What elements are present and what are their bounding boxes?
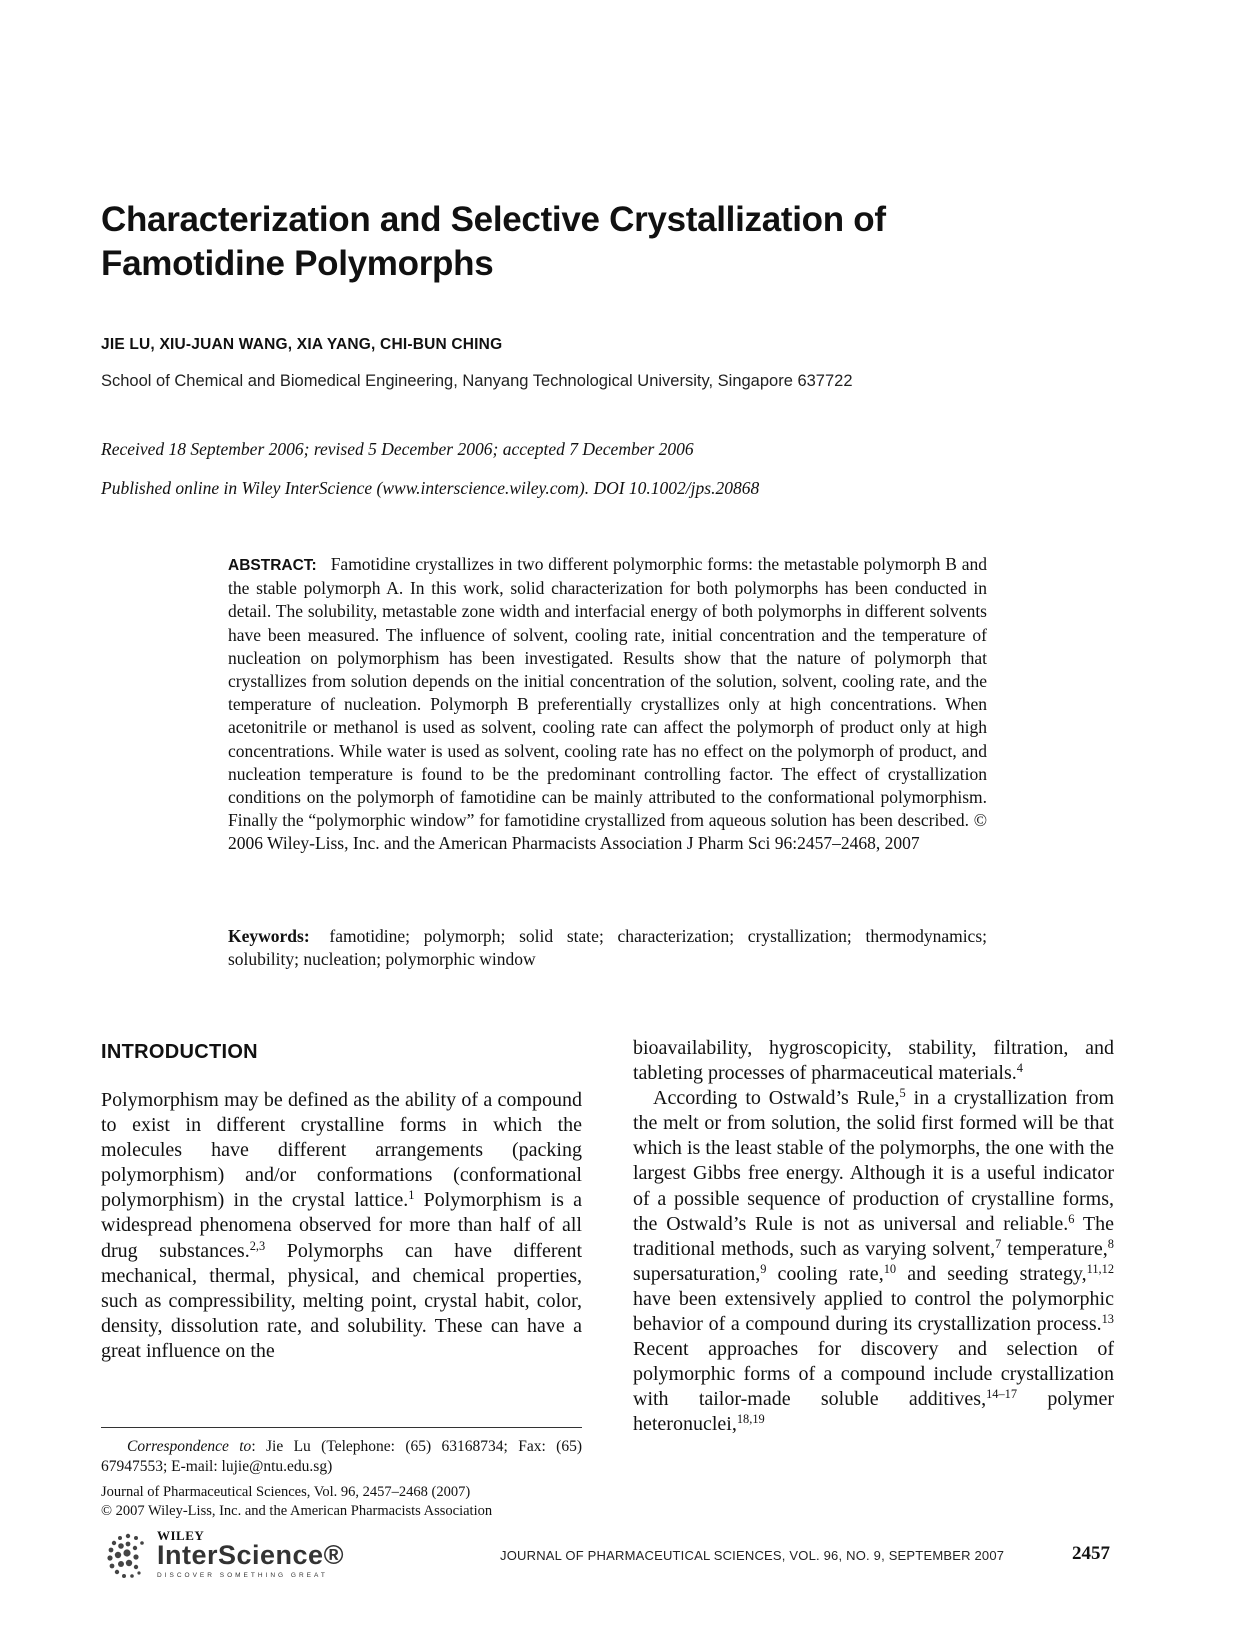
wiley-interscience-logo: [101, 1528, 344, 1582]
text-run: According to Ostwald’s Rule,: [653, 1087, 900, 1110]
right-column: [633, 1036, 1114, 1438]
running-footer: JOURNAL OF PHARMACEUTICAL SCIENCES, VOL. 96, NO. 9, SEPTEMBER 2007: [500, 1548, 1005, 1563]
author-list: JIE LU, XIU-JUAN WANG, XIA YANG, CHI-BUN CHING: [101, 336, 503, 353]
section-heading-introduction: INTRODUCTION: [101, 1041, 258, 1063]
citation: 7: [995, 1236, 1002, 1251]
keywords-text: famotidine; polymorph; solid state; characterization; crystallization; thermodynamics; solubility; nucleation; polymorphic window: [228, 926, 988, 970]
citation: 4: [1016, 1061, 1023, 1076]
page-number: 2457: [1072, 1543, 1110, 1564]
text-run: in a crystallization from the melt or from solution, the solid first formed will be that which is the least stable of the polymorphs, the one with the largest Gibbs free energy. Although it is a useful indicator of a possible sequence of production of crystalline forms, the Ostwald’s Rule is not as universal and reliable.: [633, 1087, 1114, 1235]
correspondence-label: Correspondence to: [127, 1438, 252, 1455]
text-run: Recent approaches for discovery and selection of polymorphic forms of a compound include crystallization with tailor-made soluble additives,: [633, 1338, 1114, 1411]
citation: 14–17: [986, 1387, 1018, 1402]
text-run: temperature,: [1001, 1237, 1108, 1260]
text-run: Polymorphs can have different mechanical, thermal, physical, and chemical properties, such as compressibility, melting point, crystal habit, color, density, dissolution rate, and solubility. These can have a great influence on the: [101, 1239, 582, 1362]
citation: 13: [1101, 1312, 1114, 1327]
text-run: and seeding strategy,: [896, 1262, 1087, 1285]
abstract-label: ABSTRACT:: [228, 557, 317, 574]
text-run: Polymorphism may be defined as the ability of a compound to exist in different crystalline forms in which the molecules have different arrangements (packing polymorphism) and/or conformations (conformational polymorphism) in the crystal lattice.: [101, 1089, 582, 1212]
text-run: cooling rate,: [766, 1262, 884, 1285]
intro-paragraph-1: [101, 1088, 582, 1364]
copyright-line: © 2007 Wiley-Liss, Inc. and the American Pharmacists Association: [101, 1503, 493, 1519]
publication-info: Published online in Wiley InterScience (www.interscience.wiley.com). DOI 10.1002/jps.20868: [101, 478, 760, 498]
article-title: [101, 198, 1001, 286]
logo-tagline: DISCOVER SOMETHING GREAT: [157, 1572, 328, 1579]
citation: 5: [899, 1086, 906, 1101]
journal-citation-footnote: [101, 1483, 582, 1521]
footnote-divider: [101, 1427, 582, 1428]
citation: 10: [883, 1262, 897, 1277]
correspondence-footnote: [101, 1437, 582, 1477]
received-dates: Received 18 September 2006; revised 5 December 2006; accepted 7 December 2006: [101, 439, 694, 459]
keywords: [228, 925, 987, 971]
intro-paragraph-2: [633, 1086, 1114, 1437]
citation: 11,12: [1086, 1262, 1115, 1277]
interscience-globe-icon: [101, 1528, 155, 1582]
title-line-1: Characterization and Selective Crystallization of: [101, 200, 886, 239]
text-run: The traditional methods, such as varying solvent,: [633, 1212, 1114, 1260]
wiley-wordmark: WILEY: [157, 1528, 205, 1543]
keywords-label: Keywords:: [228, 926, 310, 946]
citation: 2,3: [249, 1238, 266, 1253]
text-run: bioavailability, hygroscopicity, stability, filtration, and tableting processes of pharmaceutical materials.: [633, 1037, 1114, 1085]
journal-line: Journal of Pharmaceutical Sciences, Vol. 96, 2457–2468 (2007): [101, 1484, 471, 1500]
intro-paragraph-continued: [633, 1036, 1114, 1086]
citation: 18,19: [736, 1412, 765, 1427]
title-line-2: Famotidine Polymorphs: [101, 244, 494, 283]
citation: 1: [408, 1188, 415, 1203]
text-run: have been extensively applied to control the polymorphic behavior of a compound during its crystallization process.: [633, 1287, 1114, 1336]
abstract-text: Famotidine crystallizes in two different polymorphic forms: the metastable polymorph B and the stable polymorph A. In this work, solid characterization for both polymorphs has been conducted in detail. The solubility, metastable zone width and interfacial energy of both polymorphs in different solvents have been measured. The influence of solvent, cooling rate, initial concentration and the temperature of nucleation on polymorphism has been investigated. Results show that the nature of polymorph that crystallizes from solution depends on the initial concentration of the solution, solvent, cooling rate, and the temperature of nucleation. Polymorph B preferentially crystallizes only at high concentrations. When acetonitrile or methanol is used as solvent, cooling rate can affect the polymorph of product only at high concentrations. While water is used as solvent, cooling rate has no effect on the polymorph of product, and nucleation temperature is found to be the predominant controlling factor. The effect of crystallization conditions on the polymorph of famotidine can be mainly attributed to the conformational polymorphism. Finally the “polymorphic window” for famotidine crystallized from aqueous solution has been described. © 2006 Wiley-Liss, Inc. and the American Pharmacists Association J Pharm Sci 96:2457–2468, 2007: [228, 554, 987, 854]
interscience-wordmark: InterScience®: [157, 1540, 344, 1570]
correspondence-text: : Jie Lu (Telephone: (65) 63168734; Fax: (65) 67947553; E-mail: lujie@ntu.edu.sg): [101, 1438, 582, 1475]
citation: 6: [1068, 1211, 1075, 1226]
left-column: [101, 1088, 582, 1364]
abstract: [228, 553, 987, 856]
citation: 8: [1107, 1236, 1114, 1251]
text-run: polymer heteronuclei,: [633, 1388, 1114, 1436]
text-run: Polymorphism is a widespread phenomena observed for more than half of all drug substances.: [101, 1189, 582, 1262]
affiliation: School of Chemical and Biomedical Engineering, Nanyang Technological University, Singapore 637722: [101, 372, 853, 390]
citation: 9: [760, 1262, 767, 1277]
text-run: supersaturation,: [633, 1262, 761, 1285]
